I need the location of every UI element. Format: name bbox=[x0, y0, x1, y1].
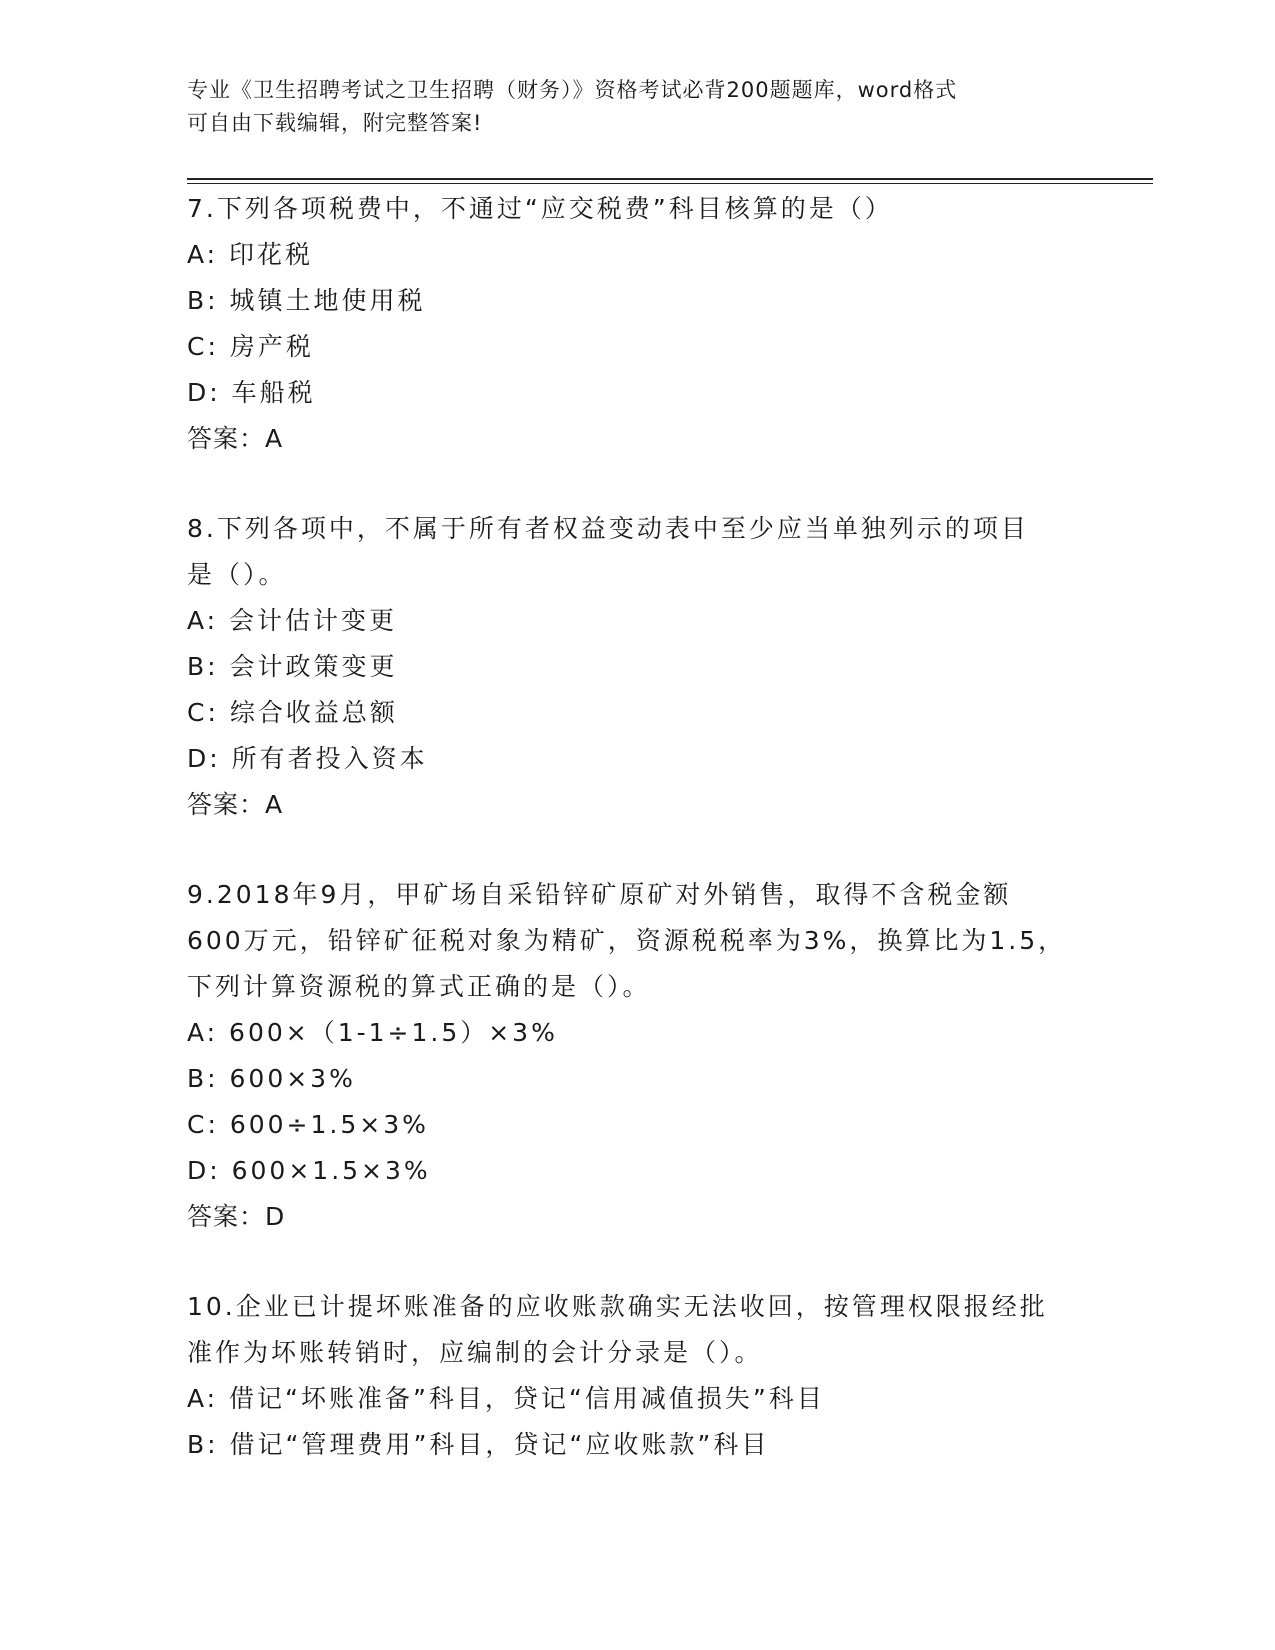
question-text: 准作为坏账转销时，应编制的会计分录是（）。 bbox=[187, 1338, 763, 1367]
option-c: C: 房产税 bbox=[187, 332, 314, 361]
option-d: D: 车船税 bbox=[187, 378, 316, 407]
question-text: 8.下列各项中，不属于所有者权益变动表中至少应当单独列示的项目 bbox=[187, 514, 1029, 543]
question-text: 是（）。 bbox=[187, 560, 287, 589]
option-b: B: 600×3% bbox=[187, 1064, 356, 1093]
question-8 bbox=[187, 506, 1087, 828]
question-spacer bbox=[187, 828, 1087, 872]
option-a: A: 印花税 bbox=[187, 240, 314, 269]
option-d: D: 所有者投入资本 bbox=[187, 744, 428, 773]
question-9 bbox=[187, 872, 1087, 1240]
option-b: B: 借记“管理费用”科目，贷记“应收账款”科目 bbox=[187, 1430, 770, 1459]
option-b: B: 会计政策变更 bbox=[187, 652, 398, 681]
question-text: 600万元，铅锌矿征税对象为精矿，资源税税率为3%，换算比为1.5， bbox=[187, 926, 1067, 955]
header-line-2: 可自由下载编辑，附完整答案! bbox=[187, 111, 483, 135]
question-10 bbox=[187, 1284, 1087, 1468]
question-list bbox=[187, 186, 1087, 1468]
header-divider-thick bbox=[187, 178, 1153, 180]
header-line-1: 专业《卫生招聘考试之卫生招聘（财务）》资格考试必背200题题库，word格式 bbox=[187, 78, 958, 102]
question-spacer bbox=[187, 462, 1087, 506]
document-header bbox=[187, 74, 1087, 140]
answer: 答案：A bbox=[187, 790, 284, 819]
option-c: C: 600÷1.5×3% bbox=[187, 1110, 429, 1139]
question-spacer bbox=[187, 1240, 1087, 1284]
question-7 bbox=[187, 186, 1087, 462]
question-text: 7.下列各项税费中，不通过“应交税费”科目核算的是（） bbox=[187, 194, 893, 223]
option-a: A: 600×（1-1÷1.5）×3% bbox=[187, 1018, 558, 1047]
header-divider-thin bbox=[187, 183, 1153, 184]
question-text: 10.企业已计提坏账准备的应收账款确实无法收回，按管理权限报经批 bbox=[187, 1292, 1048, 1321]
option-b: B: 城镇土地使用税 bbox=[187, 286, 426, 315]
answer: 答案：A bbox=[187, 424, 284, 453]
option-a: A: 会计估计变更 bbox=[187, 606, 398, 635]
question-text: 9.2018年9月，甲矿场自采铅锌矿原矿对外销售，取得不含税金额 bbox=[187, 880, 1012, 909]
option-d: D: 600×1.5×3% bbox=[187, 1156, 431, 1185]
question-text: 下列计算资源税的算式正确的是（）。 bbox=[187, 972, 651, 1001]
option-c: C: 综合收益总额 bbox=[187, 698, 398, 727]
option-a: A: 借记“坏账准备”科目，贷记“信用减值损失”科目 bbox=[187, 1384, 825, 1413]
answer: 答案：D bbox=[187, 1202, 286, 1231]
